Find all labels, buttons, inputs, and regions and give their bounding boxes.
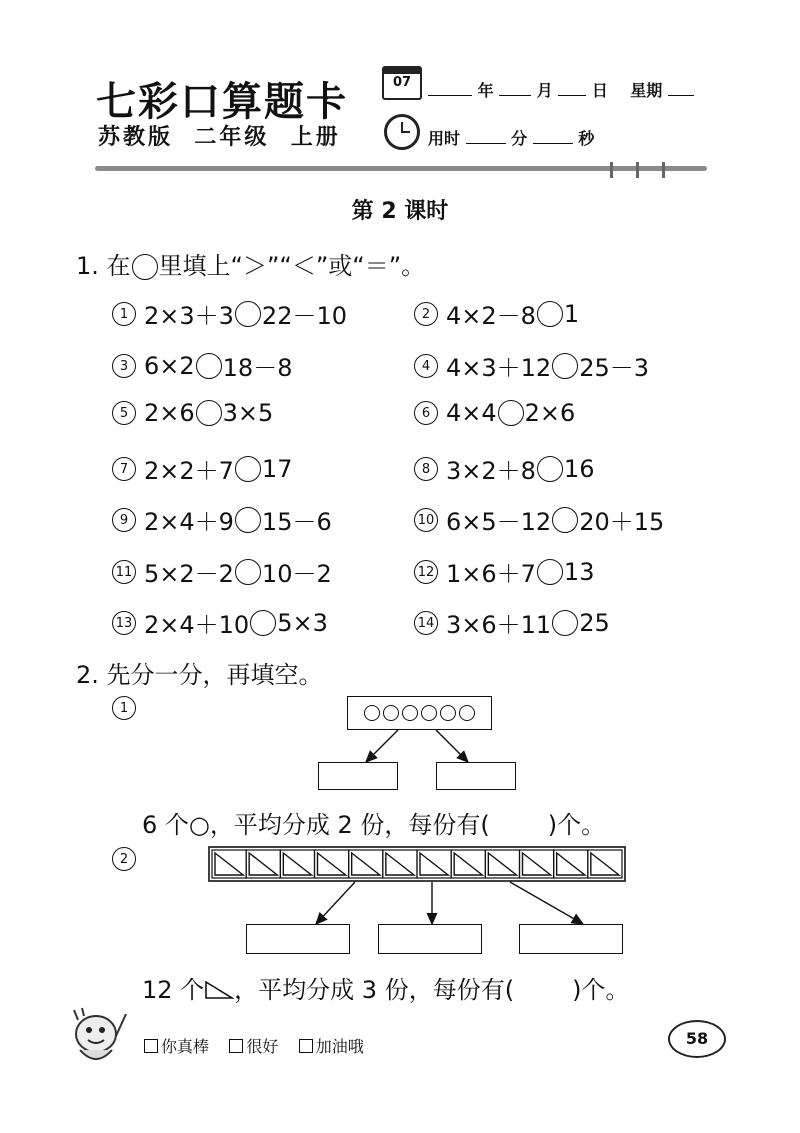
left-expression: 6×5－12 [446, 508, 552, 536]
right-expression: 20＋15 [579, 508, 665, 536]
item-number: 4 [414, 354, 438, 378]
right-expression: 10－2 [261, 560, 332, 588]
left-expression: 4×4 [446, 399, 497, 427]
left-expression: 2×2＋7 [144, 457, 234, 485]
right-expression: 17 [261, 454, 293, 483]
page-number: 58 [668, 1020, 726, 1058]
left-expression: 3×2＋8 [446, 457, 536, 485]
q2-part2-label [112, 847, 144, 871]
answer-box[interactable] [519, 924, 623, 954]
month-label: 月 [536, 81, 553, 100]
check-label: 你真棒 [161, 1037, 210, 1056]
item-number: 14 [414, 611, 438, 635]
check-label: 加油哦 [315, 1037, 364, 1056]
left-expression: 4×2－8 [446, 302, 536, 330]
left-expression: 2×4＋9 [144, 508, 234, 536]
item-number: 7 [112, 457, 136, 481]
item-number: 2 [414, 302, 438, 326]
year-label: 年 [477, 81, 494, 100]
lesson-title: 第 2 课时 [351, 199, 449, 224]
arrow-left [366, 730, 398, 762]
checkbox[interactable] [229, 1039, 243, 1053]
grade: 二年级 [194, 125, 270, 150]
item-number: 1 [112, 302, 136, 326]
item-number: 13 [112, 611, 136, 635]
sentence-text: ，平均分成 3 份，每份有( [234, 976, 515, 1004]
seconds-label: 秒 [578, 129, 595, 148]
triangles-box [208, 846, 626, 882]
item-number: 6 [414, 401, 438, 425]
calendar-number: 07 [392, 75, 412, 90]
arrow-right [510, 882, 583, 924]
right-expression: 3×5 [222, 399, 274, 427]
left-expression: 6×2 [144, 351, 195, 380]
triangle-icon [204, 980, 234, 1000]
checkbox[interactable] [299, 1039, 313, 1053]
sentence-text: 6 个○，平均分成 2 份，每份有( [142, 811, 490, 839]
arrow-right [436, 730, 468, 762]
right-expression: 1 [563, 299, 580, 328]
right-expression: 2×6 [524, 399, 576, 427]
right-expression: 16 [563, 454, 595, 483]
right-expression: 22－10 [261, 302, 347, 330]
check-label: 很好 [246, 1037, 279, 1056]
sentence-text: 12 个 [142, 976, 205, 1004]
self-evaluation [144, 1034, 364, 1057]
item-number: 3 [112, 354, 136, 378]
q2-part2-sentence [142, 970, 629, 1005]
minutes-label: 分 [511, 129, 528, 148]
q2-part1-sentence [142, 805, 605, 840]
item-number: 8 [414, 457, 438, 481]
item-number: 11 [112, 560, 136, 584]
item-number: 1 [112, 696, 136, 720]
answer-box[interactable] [246, 924, 350, 954]
right-expression: 15－6 [261, 508, 332, 536]
right-expression: 13 [563, 557, 595, 586]
right-expression: 25－3 [579, 354, 649, 382]
left-expression: 2×6 [144, 399, 195, 427]
day-label: 日 [591, 81, 608, 100]
arrow-left [316, 882, 355, 924]
volume: 上册 [290, 125, 341, 150]
checkbox[interactable] [144, 1039, 158, 1053]
answer-box[interactable] [318, 762, 398, 790]
left-expression: 2×4＋10 [144, 611, 250, 639]
q1-title-end: 里填上“＞”“＜”或“＝”。 [158, 252, 426, 280]
right-expression: 25 [579, 608, 610, 637]
item-number: 10 [414, 508, 438, 532]
left-expression: 5×2－2 [144, 560, 234, 588]
q2-title: 2. 先分一分，再填空。 [76, 661, 323, 689]
sentence-text: )个。 [572, 976, 630, 1004]
mascot-icon [66, 1006, 132, 1070]
brand-title: 七彩口算题卡 [96, 78, 348, 125]
item-number: 9 [112, 508, 136, 532]
answer-box[interactable] [436, 762, 516, 790]
weekday-label: 星期 [630, 81, 663, 100]
item-number: 12 [414, 560, 438, 584]
right-expression: 5×3 [277, 608, 328, 637]
q1-title-start: 1. 在 [76, 252, 131, 280]
item-number: 5 [112, 401, 136, 425]
answer-box[interactable] [378, 924, 482, 954]
time-used-label: 用时 [428, 129, 461, 148]
sentence-text: )个。 [547, 811, 606, 839]
right-expression: 18－8 [222, 354, 293, 382]
left-expression: 2×3＋3 [144, 302, 234, 330]
left-expression: 4×3＋12 [446, 354, 552, 382]
left-expression: 3×6＋11 [446, 611, 552, 639]
edition: 苏教版 [98, 125, 174, 150]
item-number: 2 [112, 847, 136, 871]
left-expression: 1×6＋7 [446, 560, 536, 588]
